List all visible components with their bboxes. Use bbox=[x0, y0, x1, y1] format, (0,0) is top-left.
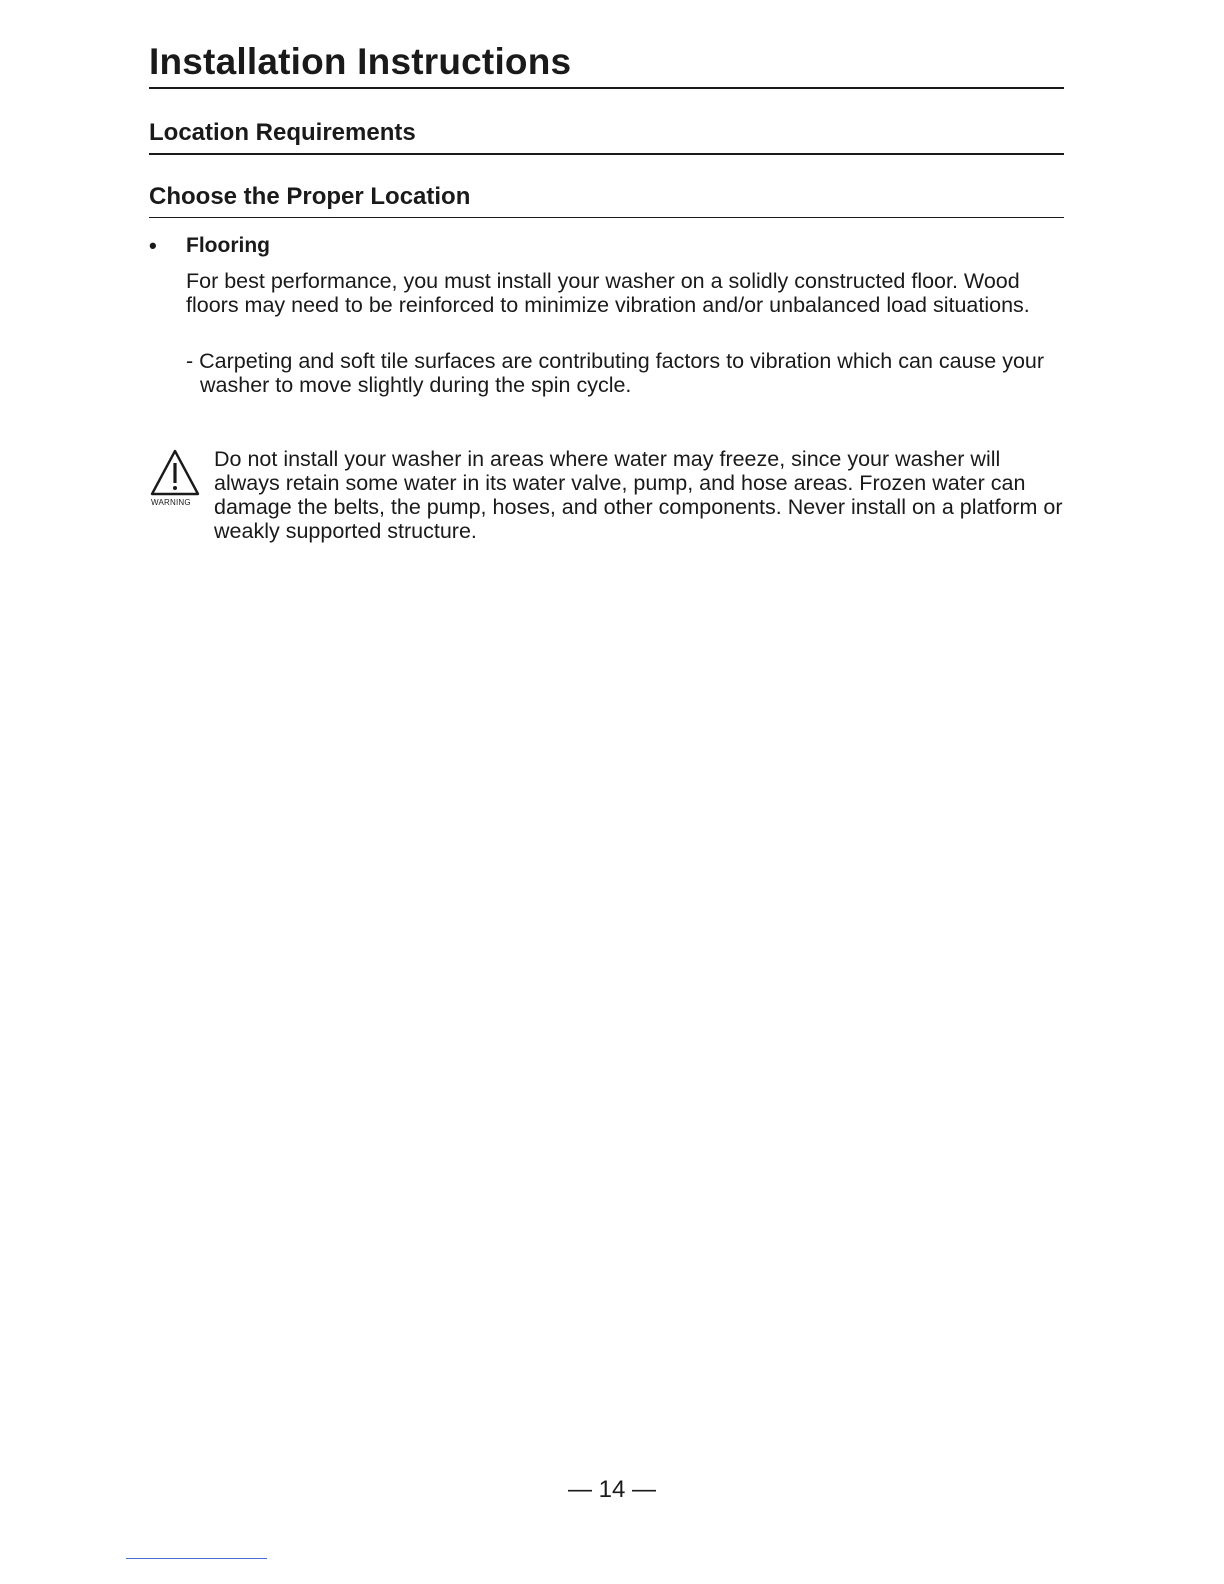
section-title-location-requirements: Location Requirements bbox=[149, 119, 416, 146]
flooring-note: - Carpeting and soft tile surfaces are contributing factors to vibration which can cause your washer to move slightly during the spin cycle. bbox=[186, 349, 1045, 397]
bullet-marker: • bbox=[149, 233, 157, 258]
page-number: — 14 — bbox=[567, 1476, 657, 1503]
page-title: Installation Instructions bbox=[149, 41, 572, 82]
section-divider bbox=[149, 153, 1064, 155]
title-divider bbox=[149, 87, 1064, 89]
warning-label: WARNING bbox=[151, 498, 191, 507]
section-title-choose-location: Choose the Proper Location bbox=[149, 183, 471, 210]
flooring-heading: Flooring bbox=[186, 234, 270, 257]
subsection-divider bbox=[149, 217, 1064, 218]
footer-link-line bbox=[126, 1558, 267, 1559]
flooring-paragraph: For best performance, you must install your washer on a solidly constructed floor. Wood floors may need to be reinforced to minimize vibration and/or unbalanced load situations. bbox=[186, 269, 1030, 317]
warning-text: Do not install your washer in areas where water may freeze, since your washer will always retain some water in its water valve, pump, and hose areas. Frozen water can damage the belts, the pump, hoses, and other components. Never install on a platform or weakly supported structure. bbox=[214, 447, 1063, 543]
